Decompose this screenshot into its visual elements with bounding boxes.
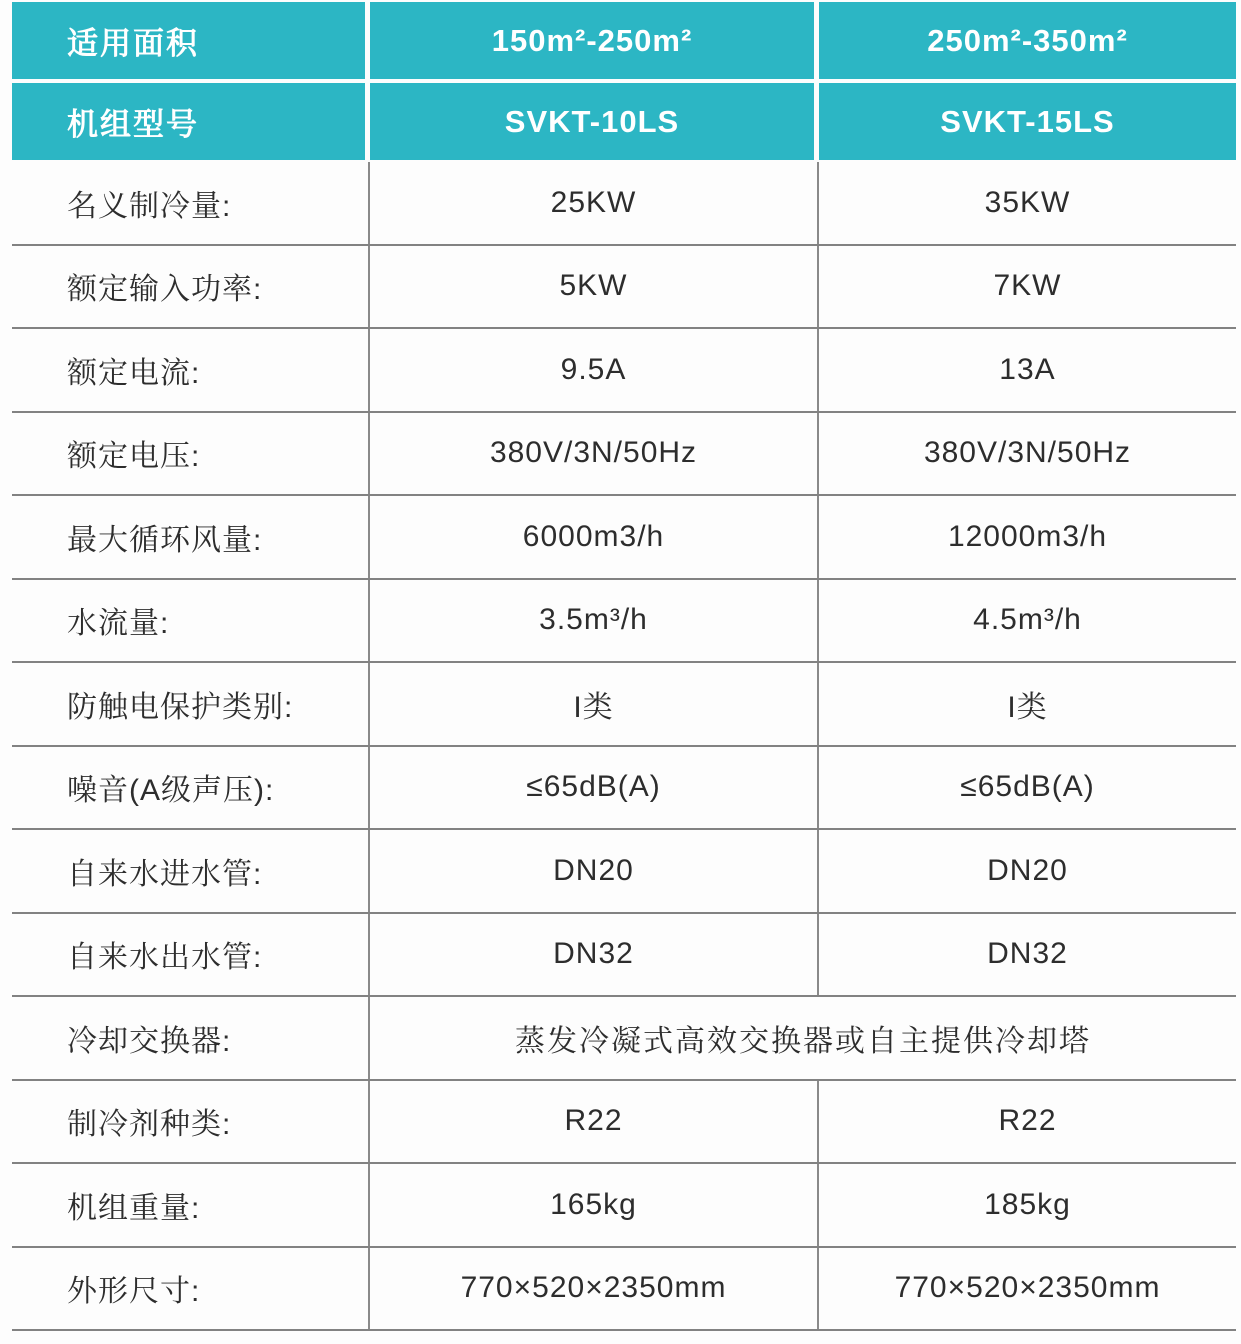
spec-row-rated-voltage (12, 413, 1236, 497)
header-model-1: SVKT-10LS (370, 83, 819, 160)
spec-value: 770×520×2350mm (894, 1271, 1161, 1305)
spec-value: 770×520×2350mm (370, 1248, 819, 1330)
spec-value: ≤65dB(A) (370, 747, 819, 829)
spec-row-water-flow (12, 580, 1236, 664)
spec-row-noise (12, 747, 1236, 831)
spec-value: 13A (999, 352, 1056, 386)
header-area-range-2: 250m²-350m² (819, 2, 1236, 79)
spec-label: 自来水出水管: (12, 914, 370, 996)
table-header (12, 2, 1236, 160)
spec-value: 380V/3N/50Hz (923, 436, 1132, 470)
spec-value: 25KW (370, 162, 819, 244)
spec-label: 名义制冷量: (12, 162, 370, 244)
header-model-label: 机组型号 (12, 83, 370, 160)
spec-row-refrigerant-type (12, 1081, 1236, 1165)
header-model-2: SVKT-15LS (819, 83, 1236, 160)
spec-value: I类 (1007, 690, 1048, 724)
spec-label: 额定电压: (12, 413, 370, 495)
spec-row-unit-weight (12, 1164, 1236, 1248)
spec-value: DN32 (370, 914, 819, 996)
spec-value: 7KW (993, 269, 1062, 303)
spec-label: 最大循环风量: (12, 496, 370, 578)
spec-table (12, 2, 1236, 1331)
spec-label: 额定输入功率: (12, 246, 370, 328)
spec-label: 防触电保护类别: (12, 663, 370, 745)
spec-value: DN20 (370, 830, 819, 912)
spec-label: 机组重量: (12, 1164, 370, 1246)
spec-row-water-inlet-pipe (12, 830, 1236, 914)
spec-value: DN32 (987, 937, 1068, 971)
spec-value: R22 (370, 1081, 819, 1163)
spec-row-water-outlet-pipe (12, 914, 1236, 998)
spec-value: 185kg (984, 1187, 1071, 1221)
spec-row-dimensions (12, 1248, 1236, 1332)
spec-value: 380V/3N/50Hz (370, 413, 819, 495)
spec-value: 6000m3/h (370, 496, 819, 578)
spec-value: ≤65dB(A) (960, 770, 1095, 804)
spec-value-merged: 蒸发冷凝式高效交换器或自主提供冷却塔 (515, 1024, 1091, 1058)
spec-value: 35KW (984, 185, 1071, 219)
spec-value: 5KW (370, 246, 819, 328)
spec-value: I类 (370, 663, 819, 745)
spec-value: 9.5A (370, 329, 819, 411)
spec-label: 外形尺寸: (12, 1248, 370, 1330)
header-area-range-1: 150m²-250m² (370, 2, 819, 79)
spec-row-cooling-capacity (12, 162, 1236, 246)
spec-label: 额定电流: (12, 329, 370, 411)
spec-label: 冷却交换器: (12, 997, 370, 1079)
spec-label: 噪音(A级声压): (12, 747, 370, 829)
spec-row-max-airflow (12, 496, 1236, 580)
spec-row-rated-current (12, 329, 1236, 413)
header-area-label: 适用面积 (12, 2, 370, 79)
spec-label: 制冷剂种类: (12, 1081, 370, 1163)
spec-value: DN20 (987, 853, 1068, 887)
spec-label: 自来水进水管: (12, 830, 370, 912)
spec-value: 4.5m³/h (973, 603, 1082, 637)
spec-value: R22 (998, 1104, 1057, 1138)
spec-row-rated-input-power (12, 246, 1236, 330)
spec-row-shock-protection-class (12, 663, 1236, 747)
spec-row-cooling-exchanger (12, 997, 1236, 1081)
spec-value: 165kg (370, 1164, 819, 1246)
spec-value: 12000m3/h (947, 519, 1108, 553)
spec-value: 3.5m³/h (370, 580, 819, 662)
spec-label: 水流量: (12, 580, 370, 662)
